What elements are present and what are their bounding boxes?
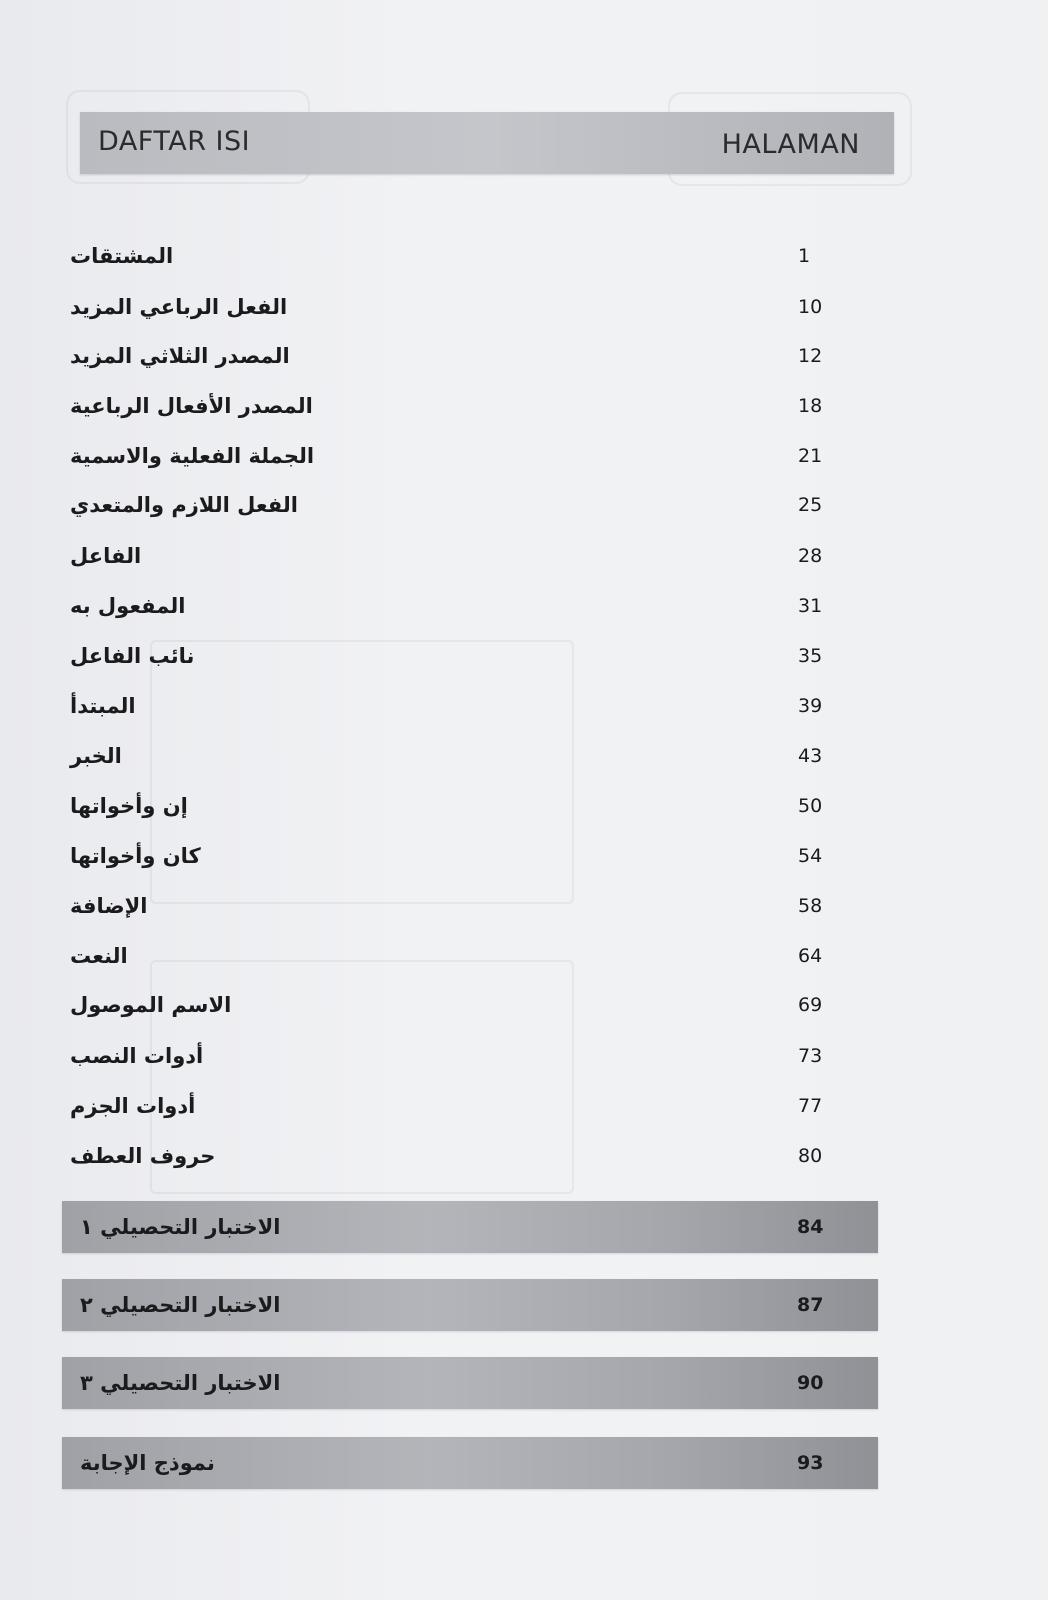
toc-entry-title: الإضافة [70, 894, 148, 918]
toc-entry[interactable] [60, 1084, 880, 1128]
toc-entry-title: الاختبار التحصيلي ١ [80, 1215, 281, 1239]
toc-entry-page: 25 [798, 494, 823, 516]
toc-entry[interactable] [60, 1134, 880, 1178]
toc-entry-page: 18 [798, 395, 823, 417]
toc-entry-title: المبتدأ [70, 694, 136, 718]
toc-entry-page: 93 [797, 1452, 824, 1474]
toc-entry-title: الاختبار التحصيلي ٢ [80, 1293, 281, 1317]
toc-entry-page: 10 [798, 296, 823, 318]
toc-entry-title: الفعل الرباعي المزيد [70, 295, 288, 319]
toc-entry-title: كان وأخواتها [70, 844, 201, 868]
toc-entry-title: أدوات الجزم [70, 1094, 196, 1118]
toc-entry[interactable] [60, 584, 880, 628]
toc-entry-title: الجملة الفعلية والاسمية [70, 444, 315, 468]
toc-entry-page: 90 [797, 1372, 824, 1394]
toc-entry[interactable] [60, 534, 880, 578]
toc-header-page-label: HALAMAN [721, 129, 860, 160]
toc-entry[interactable] [60, 285, 880, 329]
toc-entry-page: 84 [797, 1216, 824, 1238]
toc-entry[interactable] [60, 684, 880, 728]
toc-entry-title: حروف العطف [70, 1144, 216, 1168]
toc-entry[interactable] [60, 884, 880, 928]
toc-entry-title: المصدر الأفعال الرباعية [70, 394, 313, 418]
toc-header-title: DAFTAR ISI [98, 126, 251, 157]
toc-entry-page: 12 [798, 345, 823, 367]
toc-entry-page: 21 [798, 445, 823, 467]
toc-entry-page: 80 [798, 1145, 823, 1167]
toc-entry-page: 54 [798, 845, 823, 867]
toc-entry[interactable] [60, 234, 880, 278]
toc-entry-title: النعت [70, 944, 128, 968]
toc-highlight-entry[interactable] [62, 1437, 878, 1489]
toc-entry[interactable] [60, 784, 880, 828]
toc-entry-title: نائب الفاعل [70, 644, 195, 668]
toc-entry[interactable] [60, 434, 880, 478]
toc-entry-page: 73 [798, 1045, 823, 1067]
toc-entry-page: 69 [798, 994, 823, 1016]
toc-entry-title: نموذج الإجابة [80, 1451, 215, 1475]
toc-entry-page: 77 [798, 1095, 823, 1117]
toc-entry-page: 1 [798, 245, 811, 267]
toc-entry-page: 43 [798, 745, 823, 767]
toc-entry[interactable] [60, 384, 880, 428]
toc-entry-page: 39 [798, 695, 823, 717]
toc-entry-title: المشتقات [70, 244, 174, 268]
toc-entry-title: الخبر [70, 744, 122, 768]
toc-entry-title: إن وأخواتها [70, 794, 188, 818]
toc-entry-title: الفعل اللازم والمتعدي [70, 493, 298, 517]
toc-entry-page: 87 [797, 1294, 824, 1316]
toc-highlight-entry[interactable] [62, 1279, 878, 1331]
toc-entry-title: الفاعل [70, 544, 142, 568]
toc-entry[interactable] [60, 483, 880, 527]
toc-entry-title: أدوات النصب [70, 1044, 204, 1068]
toc-entry-page: 50 [798, 795, 823, 817]
toc-entry-page: 35 [798, 645, 823, 667]
toc-entry[interactable] [60, 834, 880, 878]
toc-entry[interactable] [60, 983, 880, 1027]
toc-entry[interactable] [60, 334, 880, 378]
toc-entry[interactable] [60, 934, 880, 978]
toc-entry-page: 31 [798, 595, 823, 617]
toc-highlight-entry[interactable] [62, 1357, 878, 1409]
toc-entry-title: المفعول به [70, 594, 186, 618]
toc-entry-page: 58 [798, 895, 823, 917]
toc-entry[interactable] [60, 734, 880, 778]
toc-entry-title: الاسم الموصول [70, 993, 232, 1017]
toc-entry[interactable] [60, 1034, 880, 1078]
toc-highlight-entry[interactable] [62, 1201, 878, 1253]
toc-entry-page: 28 [798, 545, 823, 567]
toc-entry[interactable] [60, 634, 880, 678]
toc-entry-title: المصدر الثلاثي المزيد [70, 344, 290, 368]
toc-entry-page: 64 [798, 945, 823, 967]
toc-entry-title: الاختبار التحصيلي ٣ [80, 1371, 281, 1395]
